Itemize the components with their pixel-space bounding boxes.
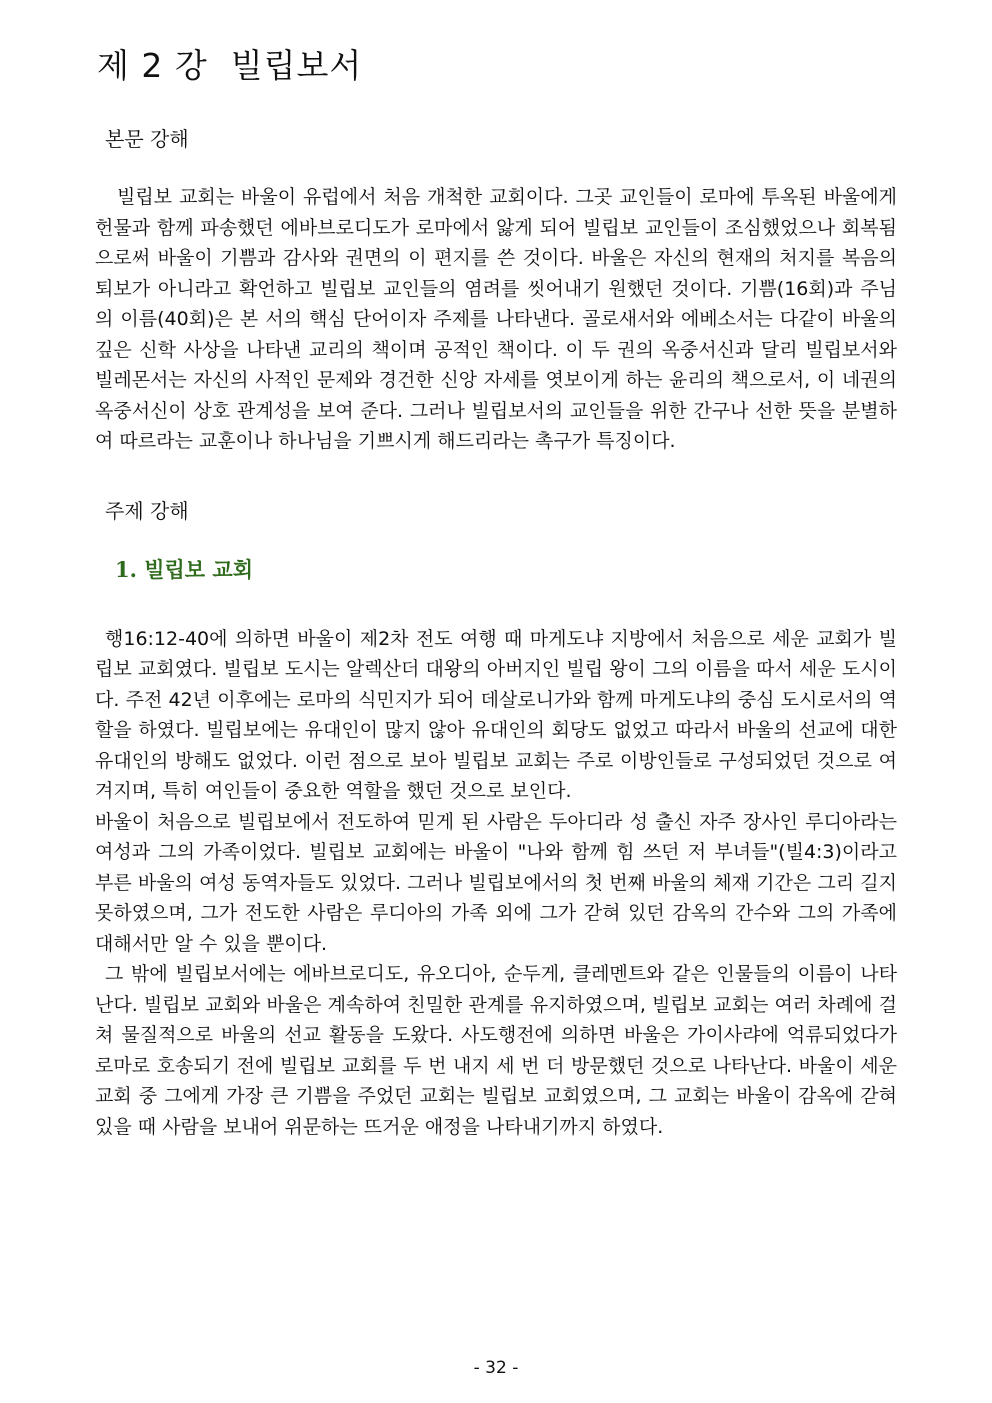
page-number: - 32 -	[473, 1358, 519, 1378]
topic-paragraph-3: 그 밖에 빌립보서에는 에바브로디도, 유오디아, 순두게, 클레멘트와 같은 인물들의 이름이 나타난다. 빌립보 교회와 바울은 계속하여 친밀한 관계를 유지하였으며, 빌립보 교회는 여러 차례에 걸쳐 물질적으로 바울의 선교 활동을 도왔다. 사도행전에 의하면 바울은 가이사랴에 억류되었다가 로마로 호송되기 전에 빌립보 교회를 두 번 내지 세 번 더 방문했던 것으로 나타난다. 바울이 세운 교회 중 그에게 가장 큰 기쁨을 주었던 교회는 빌립보 교회였으며, 그 교회는 바울이 감옥에 갇혀 있을 때 사람을 보내어 위문하는 뜨거운 애정을 나타내기까지 하였다.	[95, 963, 897, 1138]
page-title: 제 2 강 빌립보서	[97, 46, 363, 85]
subheading-philippi-church: 1. 빌립보 교회	[115, 556, 253, 582]
topic-paragraph-2: 바울이 처음으로 빌립보에서 전도하여 믿게 된 사람은 두아디라 성 출신 자주 장사인 루디아라는 여성과 그의 가족이었다. 빌립보 교회에는 바울이 "나와 함께 힘 쓰던 저 부녀들"(빌4:3)이라고 부른 바울의 여성 동역자들도 있었다. 그러나 빌립보에서의 첫 번째 바울의 체재 기간은 그리 길지 못하였으며, 그가 전도한 사람은 루디아의 가족 외에 그가 갇혀 있던 감옥의 간수와 그의 가족에 대해서만 알 수 있을 뿐이다.	[95, 810, 897, 955]
section-heading-topic-exposition: 주제 강해	[105, 498, 189, 523]
section-heading-text-exposition: 본문 강해	[105, 127, 189, 151]
topic-paragraph-1: 행16:12-40에 의하면 바울이 제2차 전도 여행 때 마게도냐 지방에서 처음으로 세운 교회가 빌립보 교회였다. 빌립보 도시는 알렉산더 대왕의 아버지인 빌립 왕이 그의 이름을 따서 세운 도시이다. 주전 42년 이후에는 로마의 식민지가 되어 데살로니가와 함께 마게도냐의 중심 도시로서의 역할을 하였다. 빌립보에는 유대인이 많지 않아 유대인의 회당도 없었고 따라서 바울의 선교에 대한 유대인의 방해도 없었다. 이런 점으로 보아 빌립보 교회는 주로 이방인들로 구성되었던 것으로 여겨지며, 특히 여인들이 중요한 역할을 했던 것으로 보인다.	[95, 627, 897, 802]
exposition-paragraph: 빌립보 교회는 바울이 유럽에서 처음 개척한 교회이다. 그곳 교인들이 로마에 투옥된 바울에게 헌물과 함께 파송했던 에바브로디도가 로마에서 앓게 되어 빌립보 교인들이 조심했었으나 회복됨으로써 바울이 기쁨과 감사와 권면의 이 편지를 쓴 것이다. 바울은 자신의 현재의 처지를 복음의 퇴보가 아니라고 확언하고 빌립보 교인들의 염려를 씻어내기 원했던 것이다. 기쁨(16회)과 주님의 이름(40회)은 본 서의 핵심 단어이자 주제를 나타낸다. 골로새서와 에베소서는 다같이 바울의 깊은 신학 사상을 나타낸 교리의 책이며 공적인 책이다. 이 두 권의 옥중서신과 달리 빌립보서와 빌레몬서는 자신의 사적인 문제와 경건한 신앙 자세를 엿보이게 하는 윤리의 책으로서, 이 네권의 옥중서신이 상호 관계성을 보여 준다. 그러나 빌립보서의 교인들을 위한 간구나 선한 뜻을 분별하여 따르라는 교훈이나 하나님을 기쁘시게 해드리라는 촉구가 특징이다.	[95, 186, 897, 452]
